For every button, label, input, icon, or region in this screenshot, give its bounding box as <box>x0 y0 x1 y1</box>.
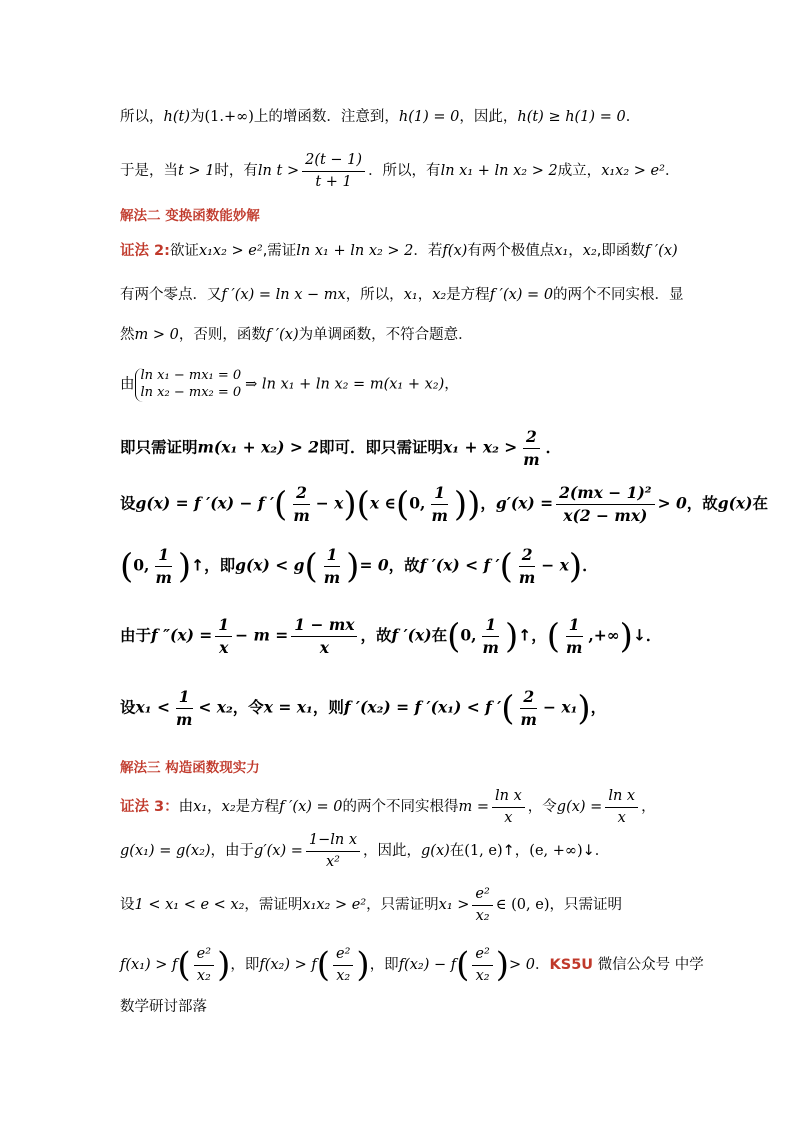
fraction: $\frac{1}{m}$ <box>565 615 583 657</box>
fraction: $\frac{\text{e²}}{\text{x₂}}$ <box>472 886 492 924</box>
fraction: $\frac{\text{2(mx − 1)²}}{x(2 - mx)}$ <box>556 484 654 525</box>
fraction: $\frac{\text{ln x}}{x}$ <box>492 788 525 826</box>
brand-label: KS5U <box>549 957 594 974</box>
proof-line-3: 证法 2:欲证x₁x₂ > e²,需证ln x₁ + ln x₂ > 2．若f(x)有两个极值点x₁，x₂,即函数f ′(x) <box>120 243 678 259</box>
fraction: $\frac{1}{m}$ <box>482 615 499 657</box>
fraction: $\frac{1}{m}$ <box>175 687 193 729</box>
proof-line-10: 由于f ″(x) = $\frac{1}{x}$ − m = $\frac{1 - mx}{x}$ ，故f ′(x)在(0, $\frac{1}{m}$ )↑，( $\frac{1}{m}$ ,+∞)↓． <box>120 615 662 657</box>
fraction: $\frac{1}{x}$ <box>215 616 232 657</box>
proof-line-16: 数学研讨部落 <box>120 999 207 1015</box>
fraction: $\frac{\text{ln x}}{x}$ <box>605 788 638 826</box>
fraction: $\frac{1}{m}$ <box>431 483 448 525</box>
fraction: $\frac{1}{m}$ <box>155 545 172 587</box>
proof-line-1: 所以，h(t)为(1.+∞)上的增函数．注意到，h(1) = 0，因此，h(t) ≥ h(1) = 0． <box>120 109 641 125</box>
fraction: $\frac{\text{e²}}{\text{x₂}}$ <box>194 946 214 984</box>
proof-line-5: 然m > 0，否则，函数f ′(x)为单调函数，不符合题意． <box>120 327 473 343</box>
equation-system: ln x₁ − mx₁ = 0 ln x₂ − mx₂ = 0 <box>135 368 242 402</box>
proof-line-7: 即只需证明m(x₁ + x₂) > 2即可．即只需证明x₁ + x₂ > $\frac{2}{m}$ ． <box>120 427 562 469</box>
proof-line-9: (0, $\frac{1}{m}$ )↑，即g(x) < g( $\frac{1}{m}$ )= 0，故f ′(x) < f ′( $\frac{2}{m}$ − x)． <box>120 545 598 587</box>
fraction: $\frac{2}{m}$ <box>518 545 536 587</box>
proof-line-4: 有两个零点．又f ′(x) = ln x − mx，所以，x₁，x₂是方程f ′(x) = 0的两个不同实根．显 <box>120 287 684 303</box>
proof-line-15: f(x₁) > f( $\frac{\text{e²}}{\text{x₂}}$ )，即f(x₂) > f( $\frac{\text{e²}}{\text{x₂}}$ )，即f(x₂) − f( $\frac{\text{e²}}{\text{x₂}}$ )> 0．KS5U 微信公众号 中学 <box>120 945 704 986</box>
proof-line-2: 于是，当t > 1时，有ln t > $\frac{2(t - 1)}{t + 1}$ ．所以，有ln x₁ + ln x₂ > 2成立，x₁x₂ > e²． <box>120 152 680 190</box>
proof-line-11: 设x₁ < $\frac{1}{m}$ < x₂，令x = x₁，则f ′(x₂) = f ′(x₁) < f ′( $\frac{2}{m}$ − x₁)， <box>120 687 607 729</box>
fraction: $\frac{1 - mx}{x}$ <box>291 616 357 657</box>
proof-line-12: 证法 3：由x₁，x₂是方程f ′(x) = 0的两个不同实根得m = $\frac{\text{ln x}}{x}$ ，令g(x) = $\frac{\text{ln x}}{x}$ ， <box>120 788 656 826</box>
proof-line-8: 设g(x) = f ′(x) − f ′( $\frac{2}{m}$ − x)(x ∈(0, $\frac{1}{m}$ ))，g′(x) = $\frac{\text{2(mx − 1)²}}{x(2 - mx)}$ > 0，故g(x)在 <box>120 483 769 525</box>
fraction: $\frac{2}{m}$ <box>293 483 310 525</box>
fraction: $\frac{1}{m}$ <box>323 545 341 587</box>
fraction: $\frac{\text{1−ln x}}{\text{x²}}$ <box>306 832 360 870</box>
section-heading-method-3: 解法三 构造函数现实力 <box>120 760 260 776</box>
proof-line-13: g(x₁) = g(x₂)，由于g′(x) = $\frac{\text{1−ln x}}{\text{x²}}$ ，因此，g(x)在(1, e)↑，(e, +∞)↓． <box>120 832 610 870</box>
fraction: $\frac{2(t - 1)}{t + 1}$ <box>302 152 365 190</box>
fraction: $\frac{\text{e²}}{\text{x₂}}$ <box>472 946 492 984</box>
proof-line-6-system: 由 ln x₁ − mx₁ = 0 ln x₂ − mx₂ = 0 ⇒ ln x₁ + ln x₂ = m(x₁ + x₂)， <box>120 368 459 400</box>
section-heading-method-2: 解法二 变换函数能妙解 <box>120 208 260 224</box>
fraction: $\frac{2}{m}$ <box>520 687 537 729</box>
proof-line-14: 设1 < x₁ < e < x₂，需证明x₁x₂ > e²，只需证明x₁ > $\frac{\text{e²}}{\text{x₂}}$ ∈ (0, e)，只需证明 <box>120 886 622 924</box>
fraction: $\frac{2}{m}$ <box>523 427 540 469</box>
fraction: $\frac{\text{e²}}{\text{x₂}}$ <box>333 946 353 984</box>
